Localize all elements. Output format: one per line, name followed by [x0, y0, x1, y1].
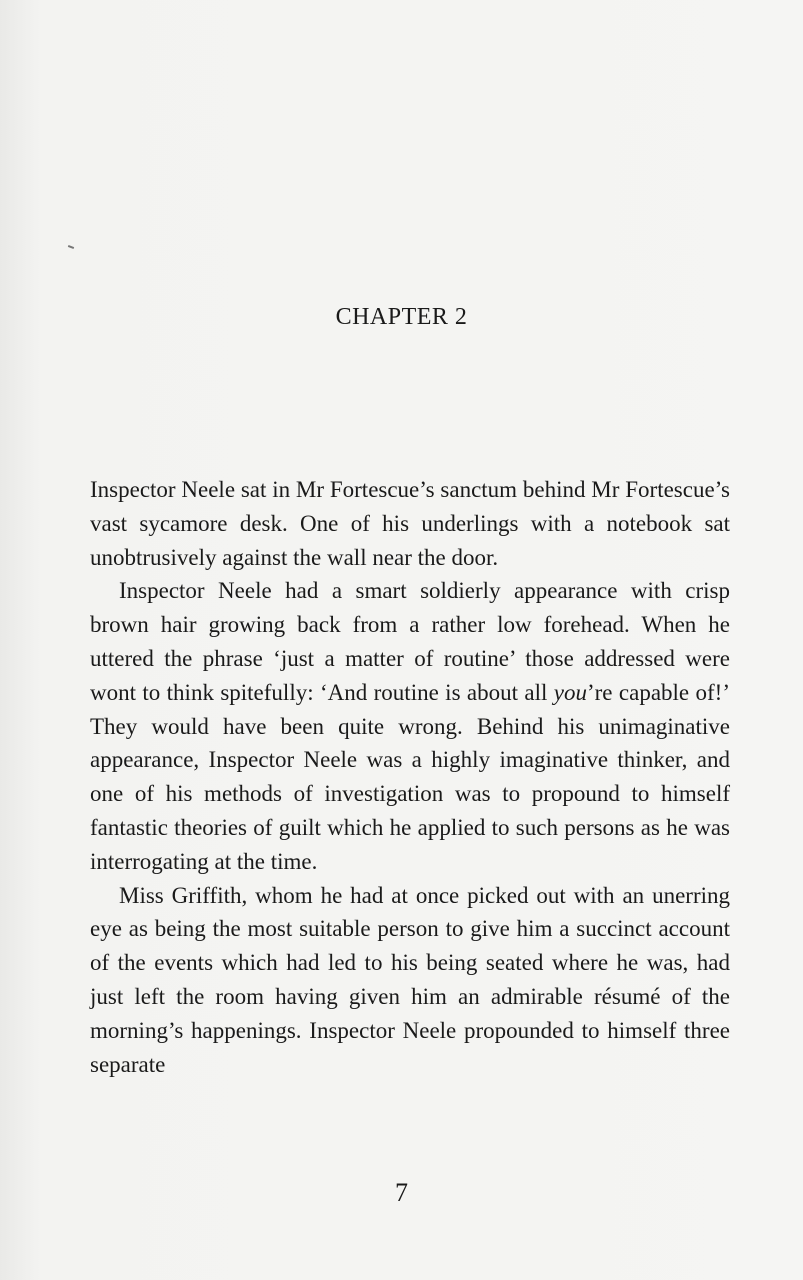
page-number: 7 [395, 1178, 408, 1207]
body-text [90, 473, 730, 1081]
paragraph-2-part-2: ’re capable of!’ They would have been quite wrong. Behind his unimaginative appearance, Inspector Neele was a highly imaginative thinker, and one of his methods of investigation was to propound to himself fantastic theories of guilt which he applied to such persons as he was interrogating at the time. [90, 679, 730, 874]
paragraph-3: Miss Griffith, whom he had at once picked out with an unerring eye as being the most suitable person to give him a succinct account of the events which had led to his being seated where he was, had just left the room having given him an admirable résumé of the morning’s happenings. Inspector Neele propounded to himself three separate [90, 882, 730, 1077]
paragraph-2-part-1: Inspector Neele had a smart soldierly appearance with crisp brown hair growing back from a rather low forehead. When he uttered the phrase ‘just a matter of routine’ those addressed were wont to think spitefully: ‘And routine is about all [90, 578, 730, 705]
paragraph-1: Inspector Neele sat in Mr Fortescue’s sanctum behind Mr Fortescue’s vast sycamore desk. One of his underlings with a notebook sat unobtrusively against the wall near the door. [90, 477, 730, 570]
paragraph-2-emphasis: you [553, 679, 587, 705]
chapter-heading: CHAPTER 2 [335, 304, 468, 330]
paragraph-2 [90, 574, 730, 878]
ink-mark [68, 245, 74, 249]
